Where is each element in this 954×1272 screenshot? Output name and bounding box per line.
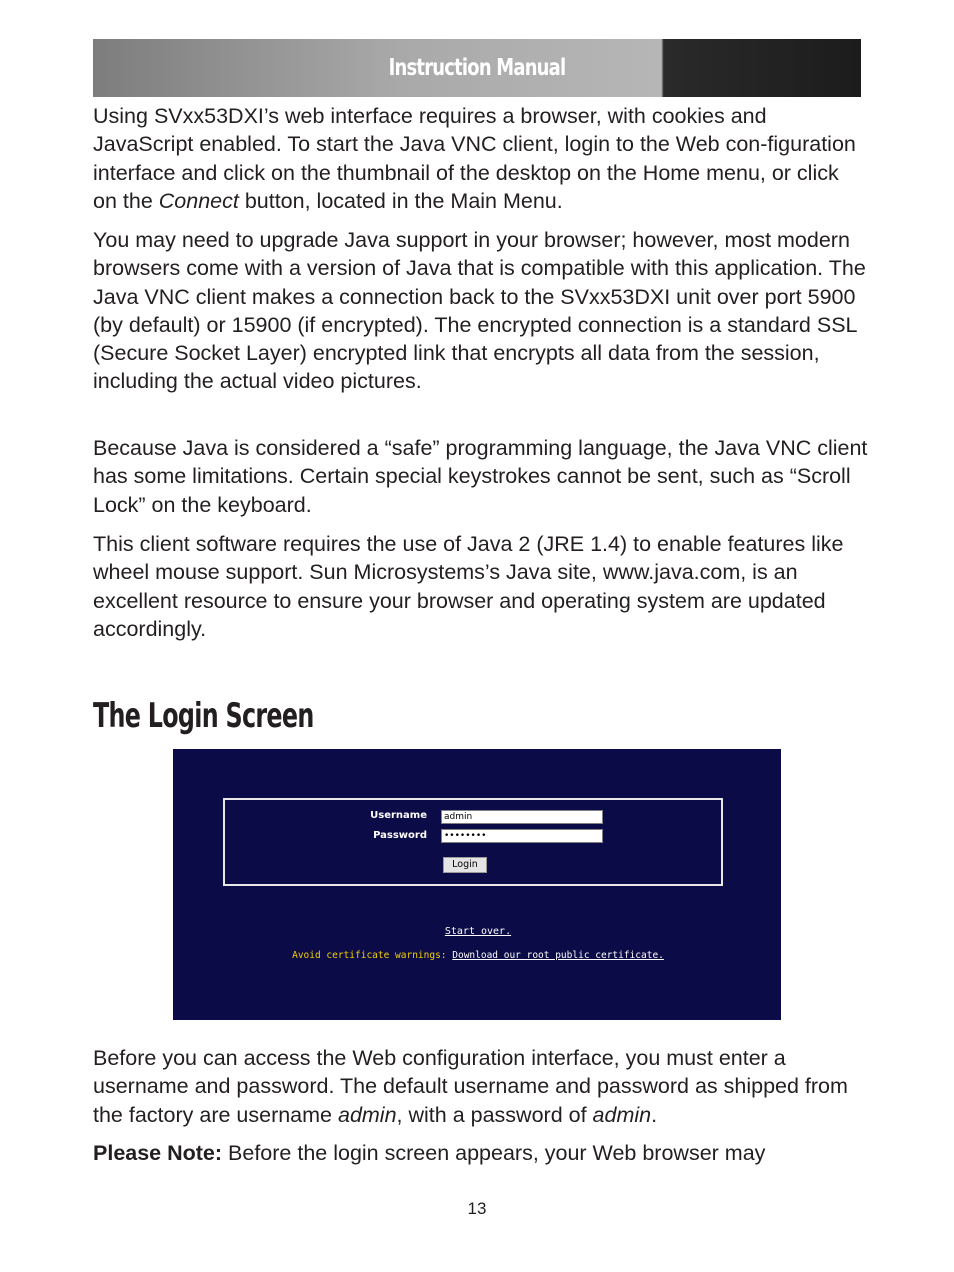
username-emphasis: admin: [337, 1102, 397, 1127]
paragraph-java-upgrade: You may need to upgrade Java support in your browser; however, most modern browsers come with a version of Java that is compatible with this application. The Java VNC client makes a connection back to the SVxx53DXI unit over port 5900 (by default) or 15900 (if encrypted). The encrypted connection is a standard SSL (Secure Socket Layer) encrypted link that encrypts all data from the session, including the actual video pictures.: [93, 228, 866, 394]
section-heading: The Login Screen: [93, 696, 314, 736]
username-field[interactable]: admin: [441, 810, 603, 824]
password-field[interactable]: ••••••••: [441, 829, 603, 843]
paragraph-java-limitations: Because Java is considered a “safe” programming language, the Java VNC client has some limitations. Certain special keystrokes cannot be sent, such as “Scroll Lock” on the keyboard.: [93, 436, 868, 517]
certificate-line: [173, 950, 783, 961]
paragraph-default-credentials: Before you can access the Web configuration interface, you must enter a username and password. The default username and password as shipped from the factory are username admin, with a password of admin.: [93, 1046, 848, 1127]
password-label: Password: [373, 830, 427, 841]
paragraph-please-note: Please Note: Before the login screen appears, your Web browser may: [93, 1141, 766, 1165]
password-emphasis: admin: [592, 1102, 652, 1127]
start-over-link[interactable]: Start over.: [444, 926, 512, 937]
connect-emphasis: Connect: [158, 188, 239, 213]
paragraph-java-requirements: This client software requires the use of Java 2 (JRE 1.4) to enable features like wheel mouse support. Sun Microsystems’s Java site, www.java.com, is an excellent resource to ensure your browser and operating system are updated accordingly.: [93, 532, 844, 641]
login-box: [223, 798, 723, 886]
login-button[interactable]: Login: [443, 857, 487, 873]
header-title: Instruction Manual: [388, 55, 566, 81]
download-certificate-link[interactable]: Download our root public certificate.: [452, 950, 664, 961]
page-number: 13: [467, 1199, 487, 1218]
certificate-warning-text: Avoid certificate warnings:: [292, 950, 447, 961]
username-label: Username: [370, 810, 427, 821]
paragraph-web-interface: Using SVxx53DXI’s web interface requires a browser, with cookies and JavaScript enabled. To start the Java VNC client, login to the Web con-figuration interface and click on the thumbnail of the desktop on the Home menu, or click on the Connect button, located in the Main Menu.: [93, 104, 856, 213]
note-label: Please Note:: [93, 1141, 223, 1165]
login-screenshot: [173, 749, 781, 1020]
